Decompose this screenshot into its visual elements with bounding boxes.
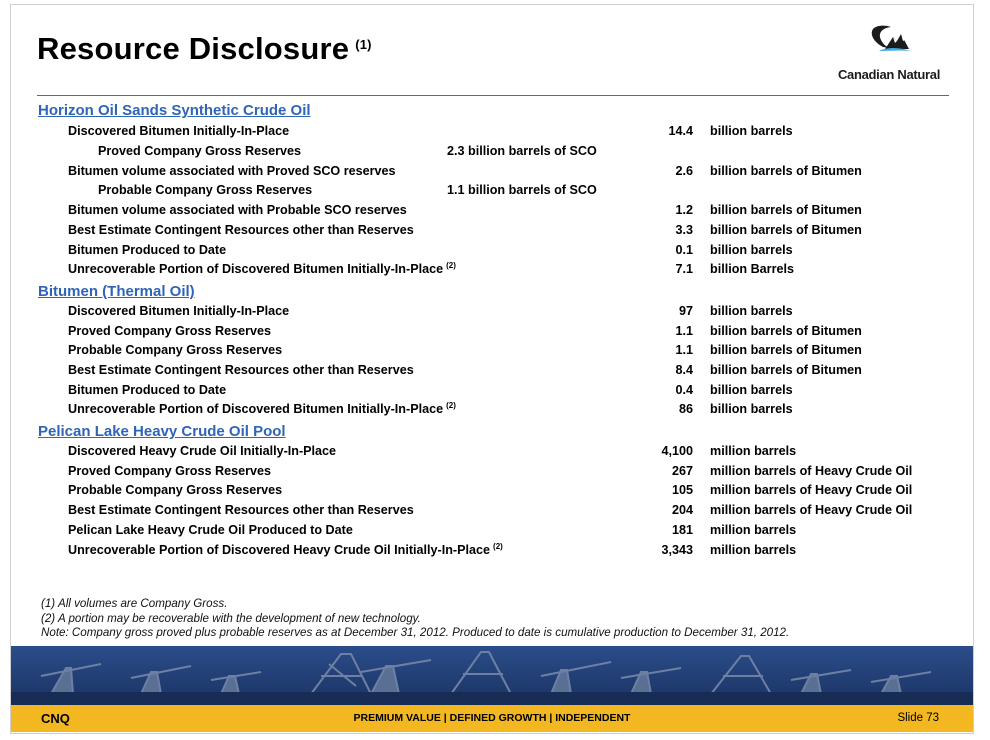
row-label: Proved Company Gross Reserves bbox=[98, 144, 301, 158]
row-mid-value: 2.3 billion barrels of SCO bbox=[447, 144, 597, 158]
footnote-1: (1) All volumes are Company Gross. bbox=[41, 597, 228, 610]
row-label: Bitumen volume associated with Proved SCO reserves bbox=[68, 164, 396, 178]
footer-tagline: PREMIUM VALUE | DEFINED GROWTH | INDEPENDENT bbox=[353, 712, 631, 724]
table-row bbox=[11, 243, 973, 261]
oil-field-banner bbox=[11, 646, 973, 705]
row-label: Bitumen volume associated with Probable SCO reserves bbox=[68, 203, 407, 217]
footer-ticker: CNQ bbox=[41, 711, 70, 726]
row-unit: billion barrels bbox=[710, 243, 793, 257]
row-label: Best Estimate Contingent Resources other than Reserves bbox=[68, 223, 414, 237]
row-label: Discovered Bitumen Initially-In-Place bbox=[68, 304, 290, 318]
row-unit: million barrels of Heavy Crude Oil bbox=[710, 503, 913, 517]
row-value: 3,343 bbox=[661, 543, 693, 557]
row-value: 2.6 bbox=[675, 164, 693, 178]
row-label: Probable Company Gross Reserves bbox=[98, 183, 313, 197]
title-divider bbox=[37, 95, 949, 96]
table-row bbox=[11, 402, 973, 420]
row-value: 86 bbox=[678, 402, 693, 416]
row-unit: billion barrels of Bitumen bbox=[710, 363, 862, 377]
oil-pumpjacks-silhouette-icon bbox=[11, 646, 973, 705]
slide-number: Slide 73 bbox=[897, 712, 939, 724]
row-label: Probable Company Gross Reserves bbox=[68, 343, 283, 357]
row-label: Discovered Heavy Crude Oil Initially-In-Place bbox=[68, 444, 337, 458]
row-unit: million barrels of Heavy Crude Oil bbox=[710, 483, 913, 497]
row-value: 1.2 bbox=[675, 203, 693, 217]
table-row bbox=[11, 124, 973, 142]
table-row bbox=[11, 324, 973, 342]
row-unit: million barrels bbox=[710, 523, 797, 537]
row-value: 1.1 bbox=[675, 324, 693, 338]
title-footnote-ref: (1) bbox=[355, 37, 372, 52]
row-unit: billion barrels of Bitumen bbox=[710, 164, 862, 178]
row-unit: billion barrels bbox=[710, 402, 793, 416]
row-value: 97 bbox=[678, 304, 693, 318]
row-value: 4,100 bbox=[661, 444, 693, 458]
row-label: Discovered Bitumen Initially-In-Place bbox=[68, 124, 290, 138]
row-unit: billion barrels of Bitumen bbox=[710, 324, 862, 338]
row-value: 0.1 bbox=[675, 243, 693, 257]
canadian-natural-logo bbox=[819, 23, 959, 85]
row-value: 1.1 bbox=[675, 343, 693, 357]
row-label: Proved Company Gross Reserves bbox=[68, 324, 271, 338]
row-unit: billion barrels bbox=[710, 124, 793, 138]
row-label: Probable Company Gross Reserves bbox=[68, 483, 283, 497]
table-row bbox=[11, 183, 973, 201]
row-footnote-ref: (2) bbox=[446, 401, 456, 410]
row-value: 181 bbox=[671, 523, 693, 537]
row-unit: billion Barrels bbox=[710, 262, 794, 276]
row-unit: million barrels of Heavy Crude Oil bbox=[710, 464, 913, 478]
section-heading-thermal: Bitumen (Thermal Oil) bbox=[38, 283, 195, 300]
table-row bbox=[11, 503, 973, 521]
row-unit: billion barrels of Bitumen bbox=[710, 343, 862, 357]
row-value: 0.4 bbox=[675, 383, 693, 397]
row-value: 267 bbox=[671, 464, 693, 478]
footnote-3: Note: Company gross proved plus probable reserves as at December 31, 2012. Produced to date is cumulative production to December 31, 2012. bbox=[41, 626, 790, 639]
row-label-text: Unrecoverable Portion of Discovered Bitumen Initially-In-Place bbox=[68, 262, 444, 276]
footer-bar bbox=[11, 705, 973, 732]
row-label: Bitumen Produced to Date bbox=[68, 243, 227, 257]
row-value: 7.1 bbox=[675, 262, 693, 276]
footnotes bbox=[41, 597, 789, 641]
footnote-2: (2) A portion may be recoverable with the development of new technology. bbox=[41, 611, 421, 625]
table-row bbox=[11, 223, 973, 241]
row-footnote-ref: (2) bbox=[446, 261, 456, 270]
logo-text: Canadian Natural bbox=[837, 67, 941, 82]
slide bbox=[10, 4, 974, 734]
row-unit: million barrels bbox=[710, 543, 797, 557]
table-row bbox=[11, 464, 973, 482]
row-label: Best Estimate Contingent Resources other than Reserves bbox=[68, 363, 414, 377]
table-row bbox=[11, 483, 973, 501]
row-unit: billion barrels bbox=[710, 383, 793, 397]
table-row bbox=[11, 144, 973, 162]
table-row bbox=[11, 543, 973, 561]
row-unit: billion barrels of Bitumen bbox=[710, 203, 862, 217]
row-label bbox=[68, 543, 503, 557]
row-label bbox=[68, 402, 456, 416]
row-value: 8.4 bbox=[675, 363, 693, 377]
row-value: 204 bbox=[671, 503, 693, 517]
section-heading-pelican: Pelican Lake Heavy Crude Oil Pool bbox=[38, 423, 286, 440]
row-value: 105 bbox=[671, 483, 693, 497]
page-title bbox=[37, 31, 372, 67]
row-label: Proved Company Gross Reserves bbox=[68, 464, 271, 478]
table-row bbox=[11, 363, 973, 381]
row-value: 3.3 bbox=[675, 223, 693, 237]
row-unit: million barrels bbox=[710, 444, 797, 458]
row-unit: billion barrels bbox=[710, 304, 793, 318]
row-footnote-ref: (2) bbox=[493, 542, 503, 551]
canadian-natural-logo-icon bbox=[819, 23, 959, 67]
row-mid-value: 1.1 billion barrels of SCO bbox=[447, 183, 597, 197]
row-label bbox=[68, 262, 456, 276]
table-row bbox=[11, 304, 973, 322]
table-row bbox=[11, 262, 973, 280]
row-label-text: Unrecoverable Portion of Discovered Heavy Crude Oil Initially-In-Place bbox=[68, 543, 491, 557]
table-row bbox=[11, 343, 973, 361]
table-row bbox=[11, 203, 973, 221]
row-value: 14.4 bbox=[668, 124, 693, 138]
table-row bbox=[11, 444, 973, 462]
table-row bbox=[11, 383, 973, 401]
row-label-text: Unrecoverable Portion of Discovered Bitumen Initially-In-Place bbox=[68, 402, 444, 416]
table-row bbox=[11, 164, 973, 182]
title-text: Resource Disclosure bbox=[37, 31, 350, 66]
table-row bbox=[11, 523, 973, 541]
section-heading-horizon: Horizon Oil Sands Synthetic Crude Oil bbox=[38, 102, 311, 119]
row-label: Pelican Lake Heavy Crude Oil Produced to Date bbox=[68, 523, 353, 537]
row-label: Best Estimate Contingent Resources other than Reserves bbox=[68, 503, 414, 517]
row-unit: billion barrels of Bitumen bbox=[710, 223, 862, 237]
row-label: Bitumen Produced to Date bbox=[68, 383, 227, 397]
